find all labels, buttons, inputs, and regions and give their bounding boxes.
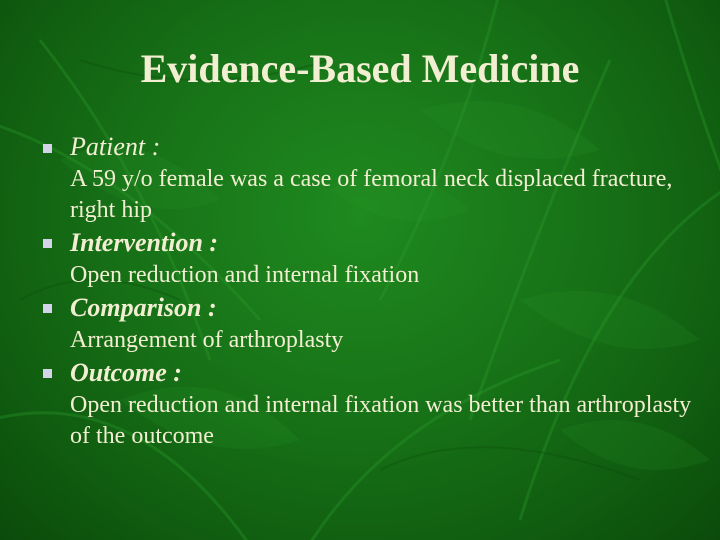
slide-title: Evidence-Based Medicine (140, 46, 580, 91)
bullet-list (38, 130, 698, 452)
list-item-intervention (38, 226, 698, 291)
list-item-patient (38, 130, 698, 226)
item-heading (70, 130, 698, 164)
square-bullet-icon (43, 304, 52, 313)
square-bullet-icon (43, 369, 52, 378)
item-heading: Intervention : (70, 228, 219, 257)
square-bullet-icon (43, 144, 52, 153)
item-description: Open reduction and internal fixation was better than arthroplasty of the outcome (70, 392, 692, 449)
item-description: A 59 y/o female was a case of femoral neck displaced fracture, right hip (70, 166, 673, 223)
list-item-outcome (38, 356, 698, 452)
heading-label: Patient : (70, 132, 161, 161)
item-description: Open reduction and internal fixation (70, 262, 420, 288)
square-bullet-icon (43, 239, 52, 248)
list-item-comparison (38, 291, 698, 356)
item-heading: Comparison : (70, 293, 217, 322)
item-heading: Outcome : (70, 358, 182, 387)
item-description: Arrangement of arthroplasty (70, 327, 344, 353)
